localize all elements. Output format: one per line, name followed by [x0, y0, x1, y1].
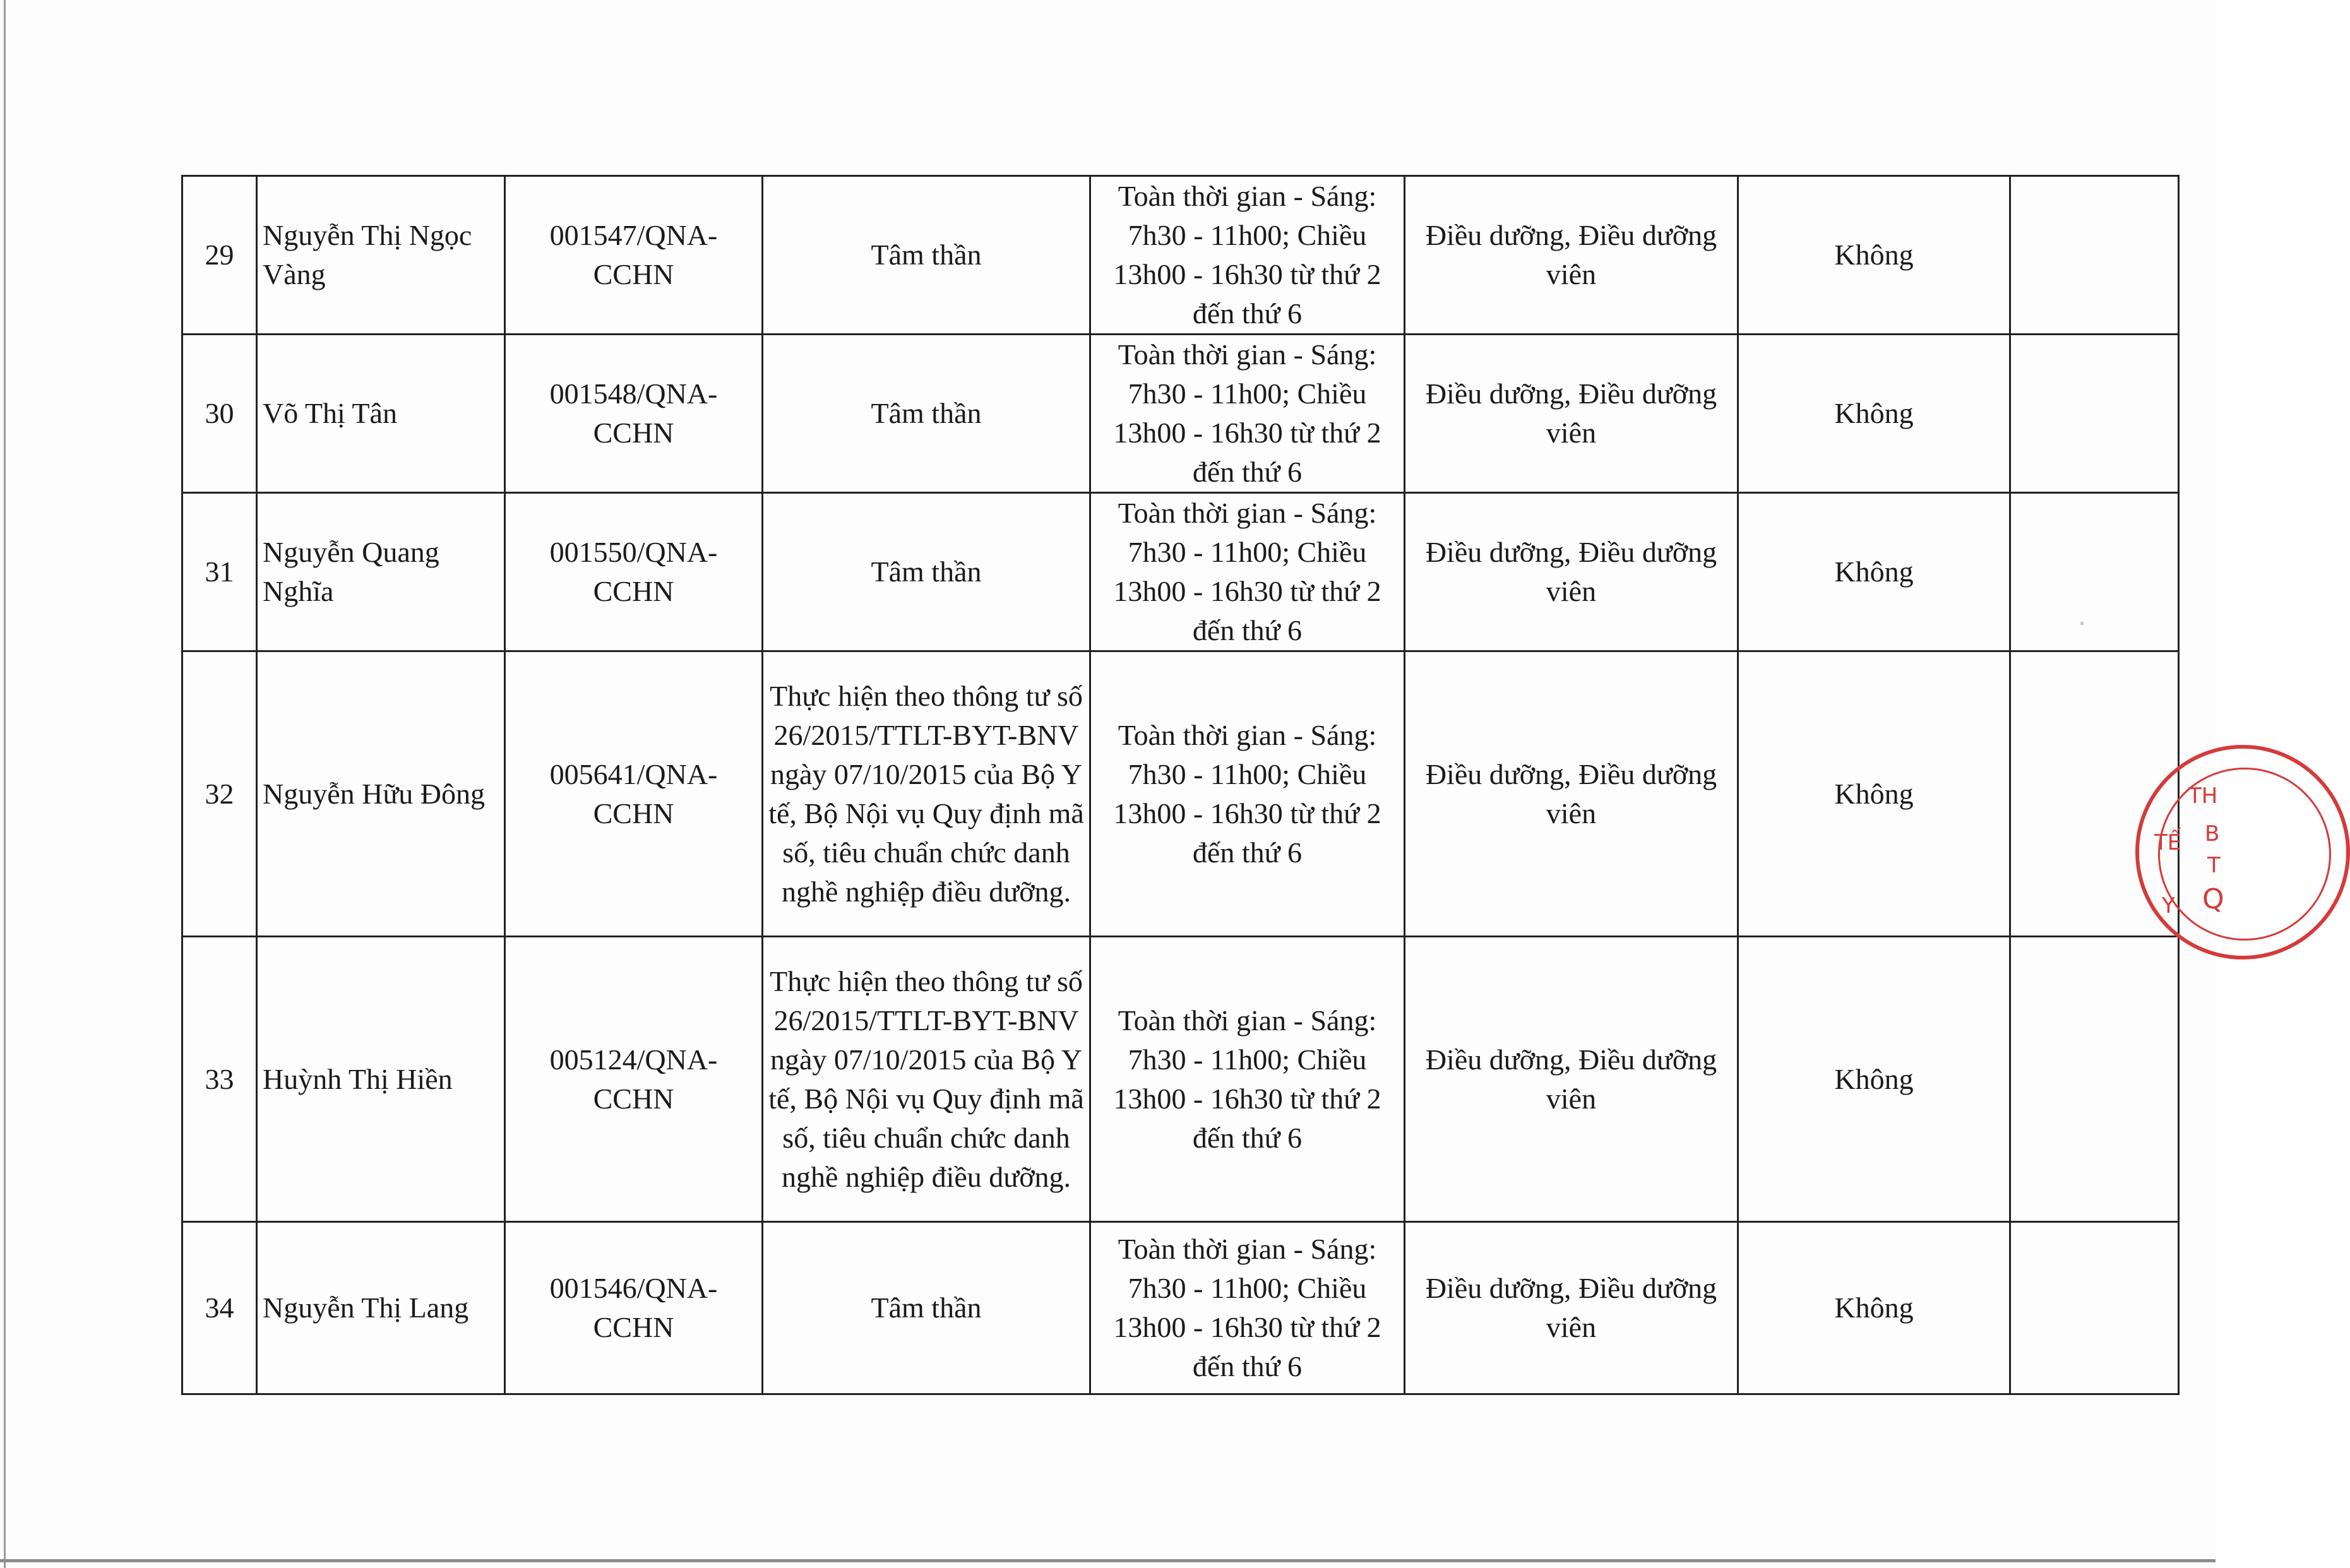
staff-name: Nguyễn Thị Lang	[257, 1222, 505, 1394]
red-seal-stamp	[2135, 745, 2350, 959]
seal-text-fragment: TẾ	[2154, 830, 2181, 855]
row-number: 33	[182, 937, 257, 1222]
seal-inner-ring	[2158, 768, 2331, 941]
license-number: 005641/QNA-CCHN	[505, 651, 763, 937]
working-hours: Toàn thời gian - Sáng: 7h30 - 11h00; Chiều 13h00 - 16h30 từ thứ 2 đến thứ 6	[1090, 651, 1405, 937]
seal-text-fragment: B	[2205, 821, 2220, 846]
working-hours: Toàn thời gian - Sáng: 7h30 - 11h00; Chiều 13h00 - 16h30 từ thứ 2 đến thứ 6	[1090, 335, 1405, 493]
practice-scope: Thực hiện theo thông tư số 26/2015/TTLT-BYT-BNV ngày 07/10/2015 của Bộ Y tế, Bộ Nội vụ Quy định mã số, tiêu chuẩn chức danh nghề nghiệp điều dưỡng.	[763, 937, 1090, 1222]
seal-text-fragment: Q	[2202, 883, 2224, 915]
staff-table	[181, 175, 2180, 1395]
row-number: 30	[182, 335, 257, 493]
job-position: Điều dưỡng, Điều dưỡng viên	[1405, 493, 1738, 651]
staff-name: Huỳnh Thị Hiền	[257, 937, 505, 1222]
working-hours: Toàn thời gian - Sáng: 7h30 - 11h00; Chiều 13h00 - 16h30 từ thứ 2 đến thứ 6	[1090, 937, 1405, 1222]
working-hours: Toàn thời gian - Sáng: 7h30 - 11h00; Chiều 13h00 - 16h30 từ thứ 2 đến thứ 6	[1090, 176, 1405, 335]
table-row	[182, 335, 2179, 493]
seal-text-fragment: Y	[2162, 893, 2175, 918]
practice-scope: Tâm thần	[763, 335, 1090, 493]
table-row	[182, 176, 2179, 335]
practice-scope: Tâm thần	[763, 176, 1090, 335]
practice-scope: Tâm thần	[763, 1222, 1090, 1394]
working-hours: Toàn thời gian - Sáng: 7h30 - 11h00; Chiều 13h00 - 16h30 từ thứ 2 đến thứ 6	[1090, 1222, 1405, 1394]
other-registration: Không	[1738, 176, 2010, 335]
row-number: 29	[182, 176, 257, 335]
job-position: Điều dưỡng, Điều dưỡng viên	[1405, 176, 1738, 335]
note-cell	[2010, 493, 2179, 651]
other-registration: Không	[1738, 335, 2010, 493]
table-row	[182, 493, 2179, 651]
note-cell	[2010, 937, 2179, 1222]
note-cell	[2010, 335, 2179, 493]
seal-text-fragment: T	[2207, 853, 2221, 878]
practice-scope: Tâm thần	[763, 493, 1090, 651]
table-row	[182, 1222, 2179, 1394]
other-registration: Không	[1738, 493, 2010, 651]
other-registration: Không	[1738, 651, 2010, 937]
practice-scope: Thực hiện theo thông tư số 26/2015/TTLT-BYT-BNV ngày 07/10/2015 của Bộ Y tế, Bộ Nội vụ Quy định mã số, tiêu chuẩn chức danh nghề nghiệp điều dưỡng.	[763, 651, 1090, 937]
license-number: 001550/QNA-CCHN	[505, 493, 763, 651]
job-position: Điều dưỡng, Điều dưỡng viên	[1405, 335, 1738, 493]
license-number: 001546/QNA-CCHN	[505, 1222, 763, 1394]
staff-name: Võ Thị Tân	[257, 335, 505, 493]
table-row	[182, 937, 2179, 1222]
note-cell	[2010, 1222, 2179, 1394]
job-position: Điều dưỡng, Điều dưỡng viên	[1405, 1222, 1738, 1394]
row-number: 32	[182, 651, 257, 937]
row-number: 34	[182, 1222, 257, 1394]
license-number: 005124/QNA-CCHN	[505, 937, 763, 1222]
license-number: 001548/QNA-CCHN	[505, 335, 763, 493]
table-row	[182, 651, 2179, 937]
job-position: Điều dưỡng, Điều dưỡng viên	[1405, 651, 1738, 937]
other-registration: Không	[1738, 937, 2010, 1222]
note-cell	[2010, 176, 2179, 335]
other-registration: Không	[1738, 1222, 2010, 1394]
staff-name: Nguyễn Thị Ngọc Vàng	[257, 176, 505, 335]
row-number: 31	[182, 493, 257, 651]
working-hours: Toàn thời gian - Sáng: 7h30 - 11h00; Chiều 13h00 - 16h30 từ thứ 2 đến thứ 6	[1090, 493, 1405, 651]
scan-bottom-edge	[0, 1559, 2216, 1562]
staff-name: Nguyễn Hữu Đông	[257, 651, 505, 937]
scan-left-edge	[4, 0, 6, 1568]
job-position: Điều dưỡng, Điều dưỡng viên	[1405, 937, 1738, 1222]
license-number: 001547/QNA-CCHN	[505, 176, 763, 335]
staff-name: Nguyễn Quang Nghĩa	[257, 493, 505, 651]
seal-text-fragment: TH	[2188, 783, 2218, 809]
